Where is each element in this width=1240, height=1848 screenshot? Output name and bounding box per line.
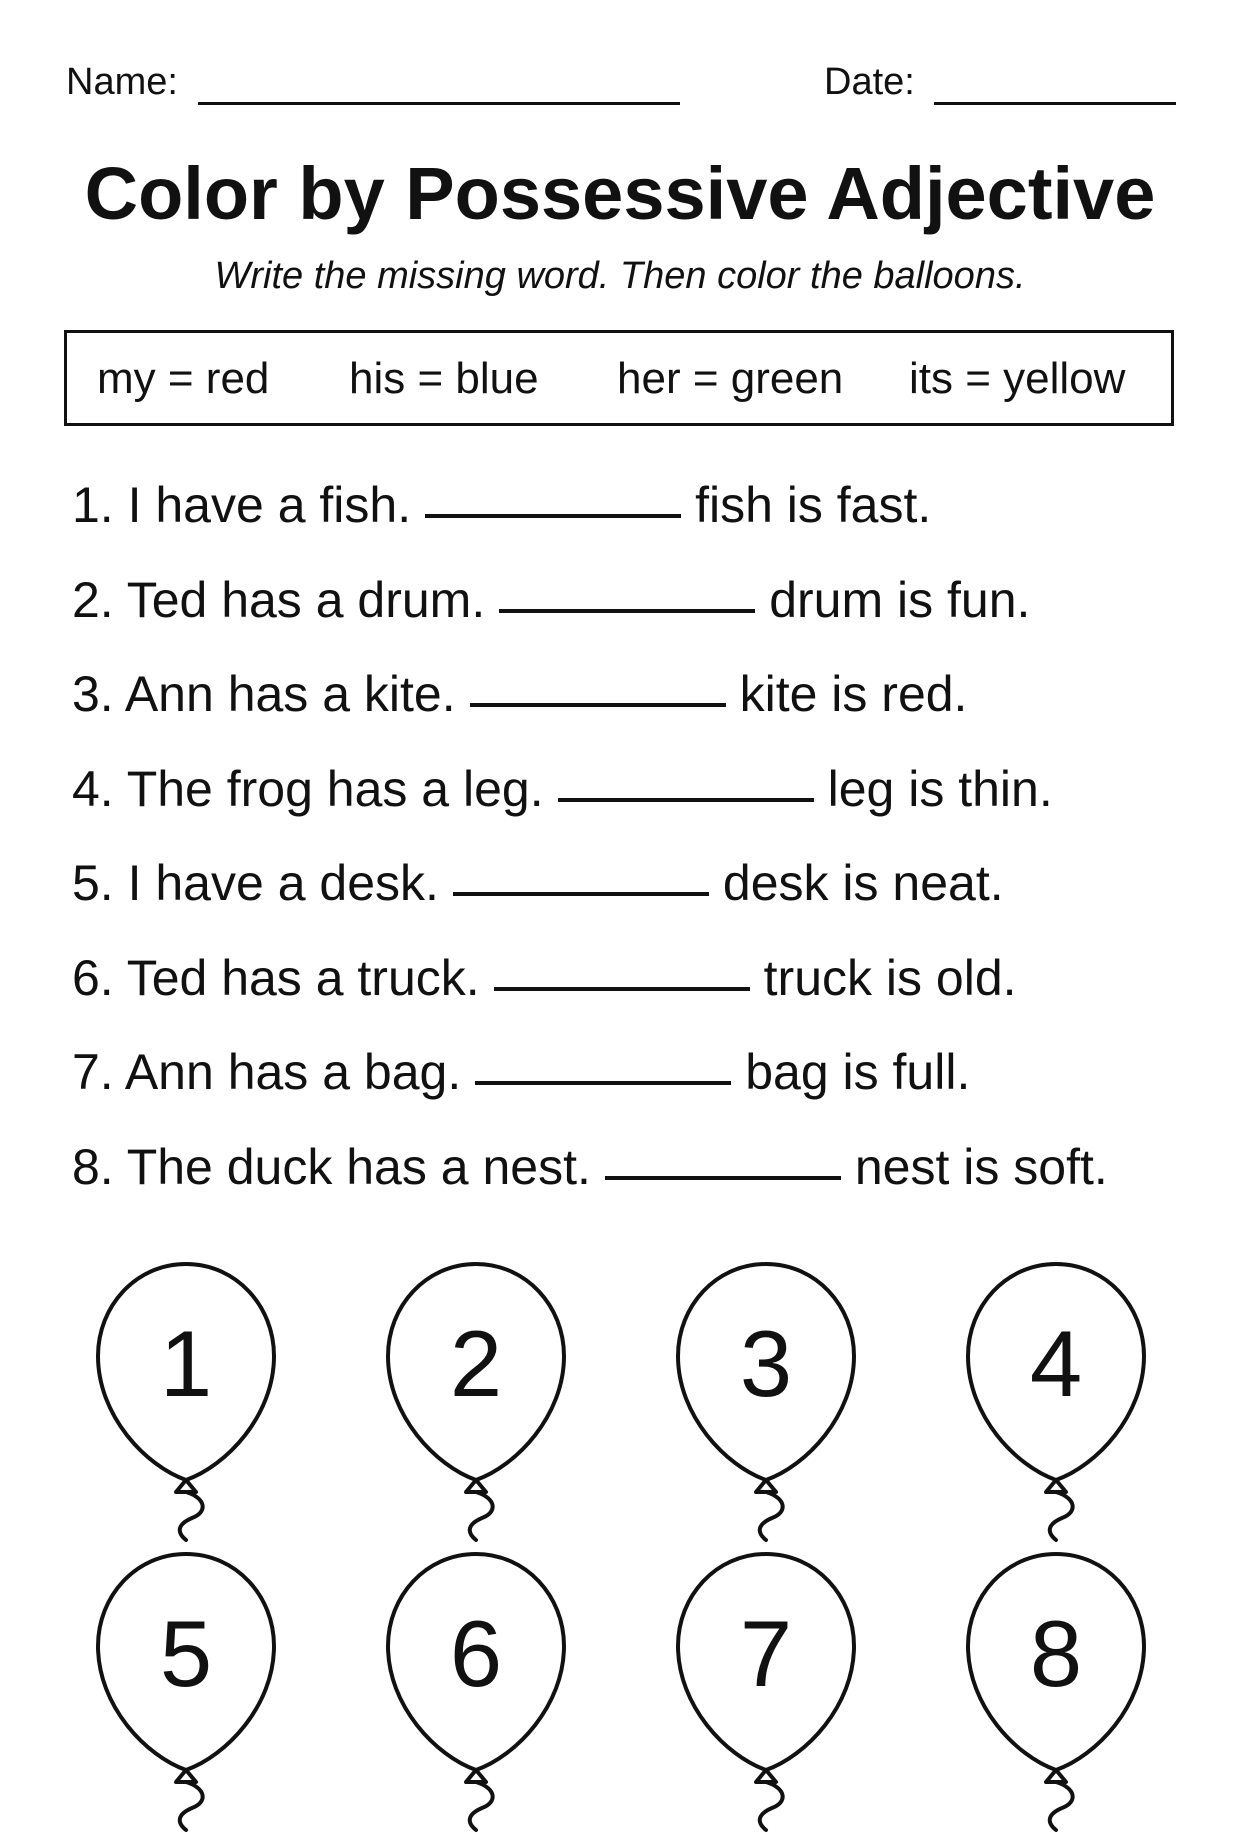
date-field[interactable] bbox=[934, 102, 1176, 105]
balloon-8[interactable] bbox=[964, 1546, 1164, 1836]
sentence-1 bbox=[72, 470, 1192, 565]
balloon-2[interactable] bbox=[384, 1256, 584, 1546]
instructions: Write the missing word. Then color the balloons. bbox=[214, 255, 1026, 297]
answer-blank-2[interactable] bbox=[499, 609, 755, 613]
color-key-her: her = green bbox=[617, 354, 844, 403]
answer-blank-1[interactable] bbox=[425, 514, 681, 518]
header-row bbox=[66, 52, 1174, 112]
answer-blank-5[interactable] bbox=[453, 892, 709, 896]
balloon-number: 2 bbox=[449, 1311, 503, 1416]
answer-blank-3[interactable] bbox=[470, 703, 726, 707]
sentence-start: 5. I have a desk. bbox=[72, 855, 439, 911]
sentence-end: fish is fast. bbox=[695, 477, 932, 533]
color-key-his: his = blue bbox=[349, 354, 539, 403]
color-key-my: my = red bbox=[97, 354, 270, 403]
page-title: Color by Possessive Adjective bbox=[84, 152, 1156, 235]
sentence-end: kite is red. bbox=[739, 666, 968, 722]
balloon-7[interactable] bbox=[674, 1546, 874, 1836]
sentence-start: 7. Ann has a bag. bbox=[72, 1044, 462, 1100]
sentence-end: drum is fun. bbox=[769, 571, 1031, 628]
balloon-grid bbox=[0, 1240, 1240, 1840]
sentence-3 bbox=[72, 659, 1192, 754]
balloon-number: 4 bbox=[1029, 1311, 1083, 1416]
sentence-list bbox=[72, 470, 1192, 1226]
color-key-its: its = yellow bbox=[909, 354, 1126, 403]
balloon-number: 5 bbox=[159, 1601, 213, 1706]
sentence-end: desk is neat. bbox=[722, 855, 1004, 911]
sentence-2 bbox=[72, 565, 1192, 660]
sentence-start: 1. I have a fish. bbox=[72, 477, 412, 533]
answer-blank-7[interactable] bbox=[475, 1081, 731, 1085]
sentence-end: bag is full. bbox=[745, 1044, 971, 1100]
balloon-number: 8 bbox=[1029, 1601, 1083, 1706]
date-label: Date: bbox=[824, 61, 915, 103]
answer-blank-6[interactable] bbox=[494, 987, 750, 991]
answer-blank-8[interactable] bbox=[605, 1176, 841, 1180]
balloon-number: 7 bbox=[739, 1601, 793, 1706]
sentence-start: 6. Ted has a truck. bbox=[72, 949, 480, 1006]
color-key-box bbox=[64, 330, 1174, 426]
balloon-number: 6 bbox=[449, 1601, 503, 1706]
balloon-number: 3 bbox=[739, 1311, 793, 1416]
balloon-4[interactable] bbox=[964, 1256, 1164, 1546]
sentence-end: nest is soft. bbox=[854, 1138, 1108, 1195]
sentence-8 bbox=[72, 1132, 1192, 1227]
sentence-5 bbox=[72, 848, 1192, 943]
name-label: Name: bbox=[66, 61, 178, 103]
sentence-7 bbox=[72, 1037, 1192, 1132]
balloon-3[interactable] bbox=[674, 1256, 874, 1546]
sentence-end: truck is old. bbox=[763, 949, 1017, 1006]
sentence-start: 8. The duck has a nest. bbox=[72, 1138, 591, 1195]
name-field[interactable] bbox=[198, 102, 680, 105]
sentence-4 bbox=[72, 754, 1192, 849]
balloon-5[interactable] bbox=[94, 1546, 294, 1836]
balloon-number: 1 bbox=[159, 1311, 213, 1416]
balloon-1[interactable] bbox=[94, 1256, 294, 1546]
sentence-end: leg is thin. bbox=[827, 760, 1053, 817]
balloon-6[interactable] bbox=[384, 1546, 584, 1836]
sentence-start: 4. The frog has a leg. bbox=[72, 760, 544, 817]
sentence-start: 2. Ted has a drum. bbox=[72, 571, 486, 628]
answer-blank-4[interactable] bbox=[558, 798, 814, 802]
sentence-6 bbox=[72, 943, 1192, 1038]
sentence-start: 3. Ann has a kite. bbox=[72, 666, 456, 722]
